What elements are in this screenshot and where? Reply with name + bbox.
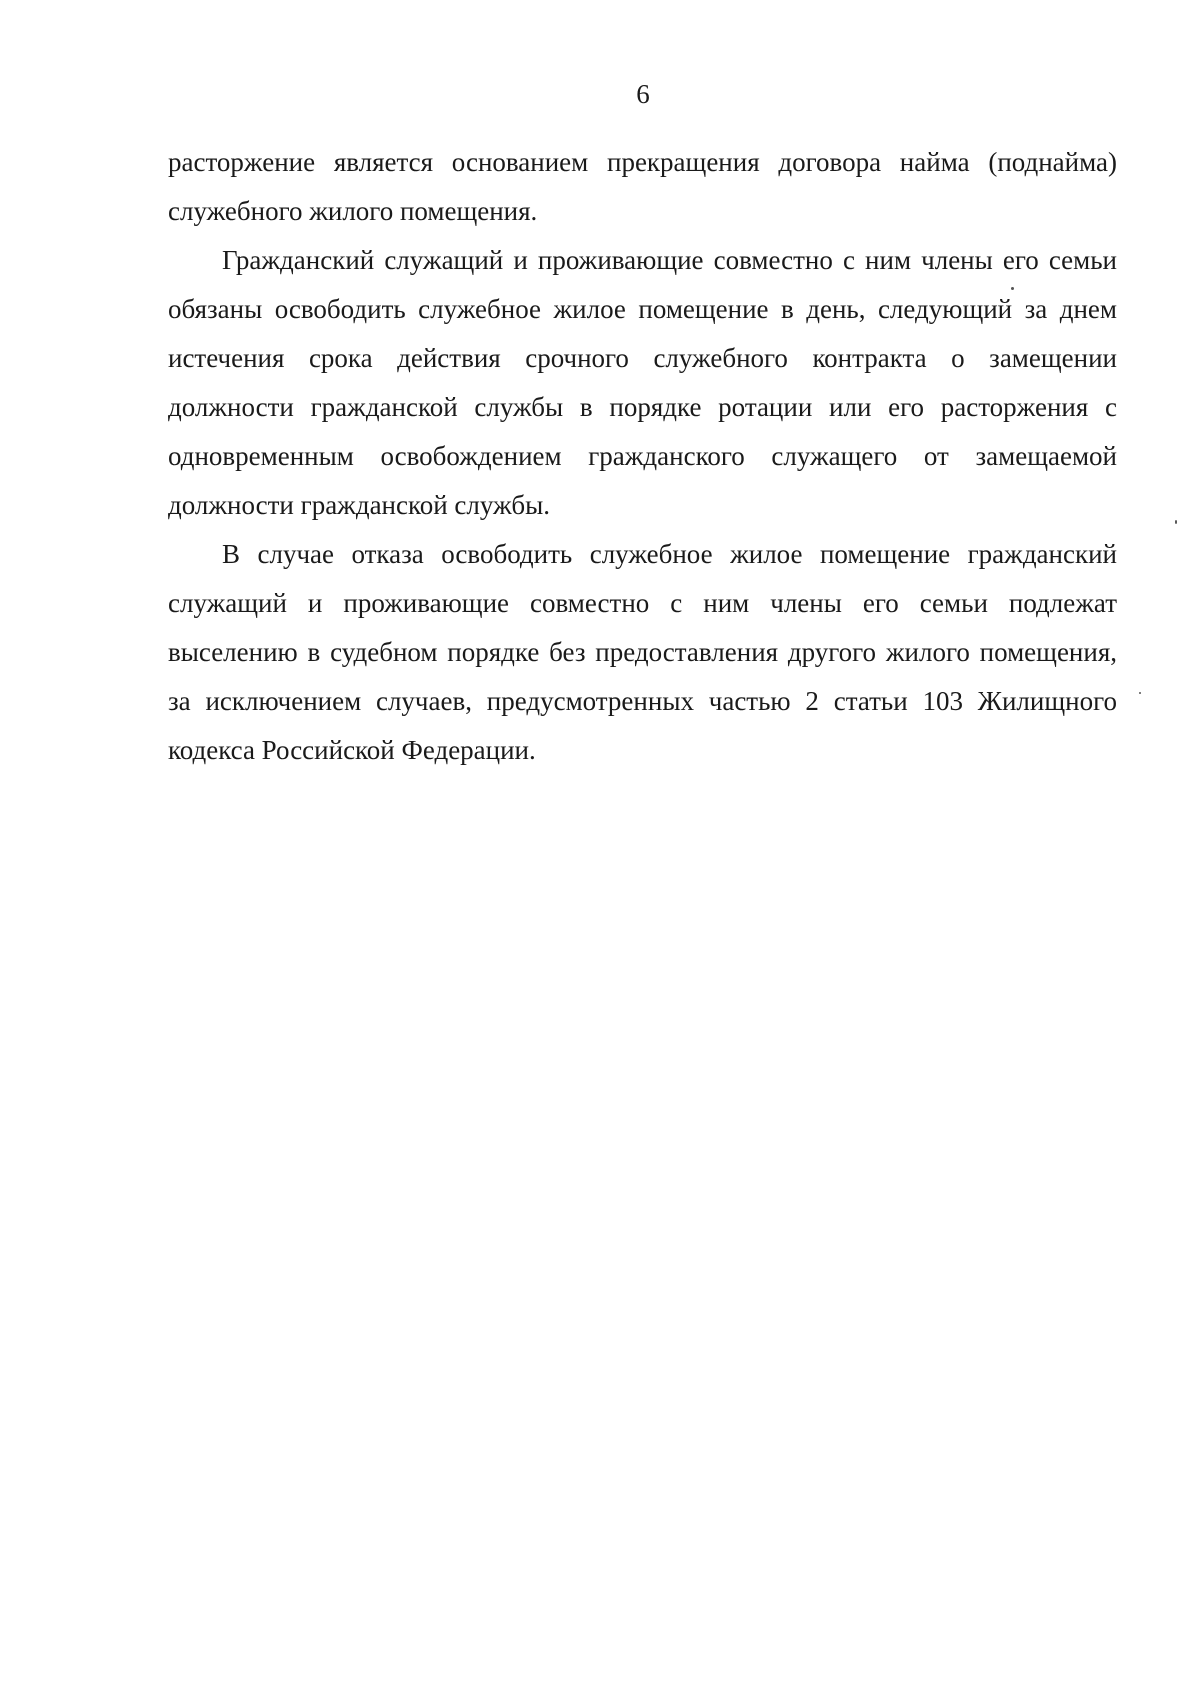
scan-speck [1139, 692, 1141, 694]
scan-speck [1011, 287, 1014, 290]
paragraph-continuation: расторжение является основанием прекращения договора найма (поднайма) служебного жилого помещения. [168, 147, 1117, 226]
paragraph-eviction-obligation: Гражданский служащий и проживающие совместно с ним члены его семьи обязаны освободить служебное жилое помещение в день, следующий за днем истечения срока действия срочного служебного контракта о замещении должности гражданской службы в порядке ротации или его расторжения с одновременным освобождением гражданского служащего от замещаемой должности гражданской службы. [168, 245, 1117, 520]
paragraph-refusal-consequence: В случае отказа освободить служебное жилое помещение гражданский служащий и проживающие совместно с ним члены его семьи подлежат выселению в судебном порядке без предоставления другого жилого помещения, за исключением случаев, предусмотренных частью 2 статьи 103 Жилищного кодекса Российской Федерации. [168, 539, 1117, 765]
page-number: 6 [636, 79, 650, 109]
scan-speck [1175, 520, 1177, 524]
document-body [168, 138, 1117, 775]
